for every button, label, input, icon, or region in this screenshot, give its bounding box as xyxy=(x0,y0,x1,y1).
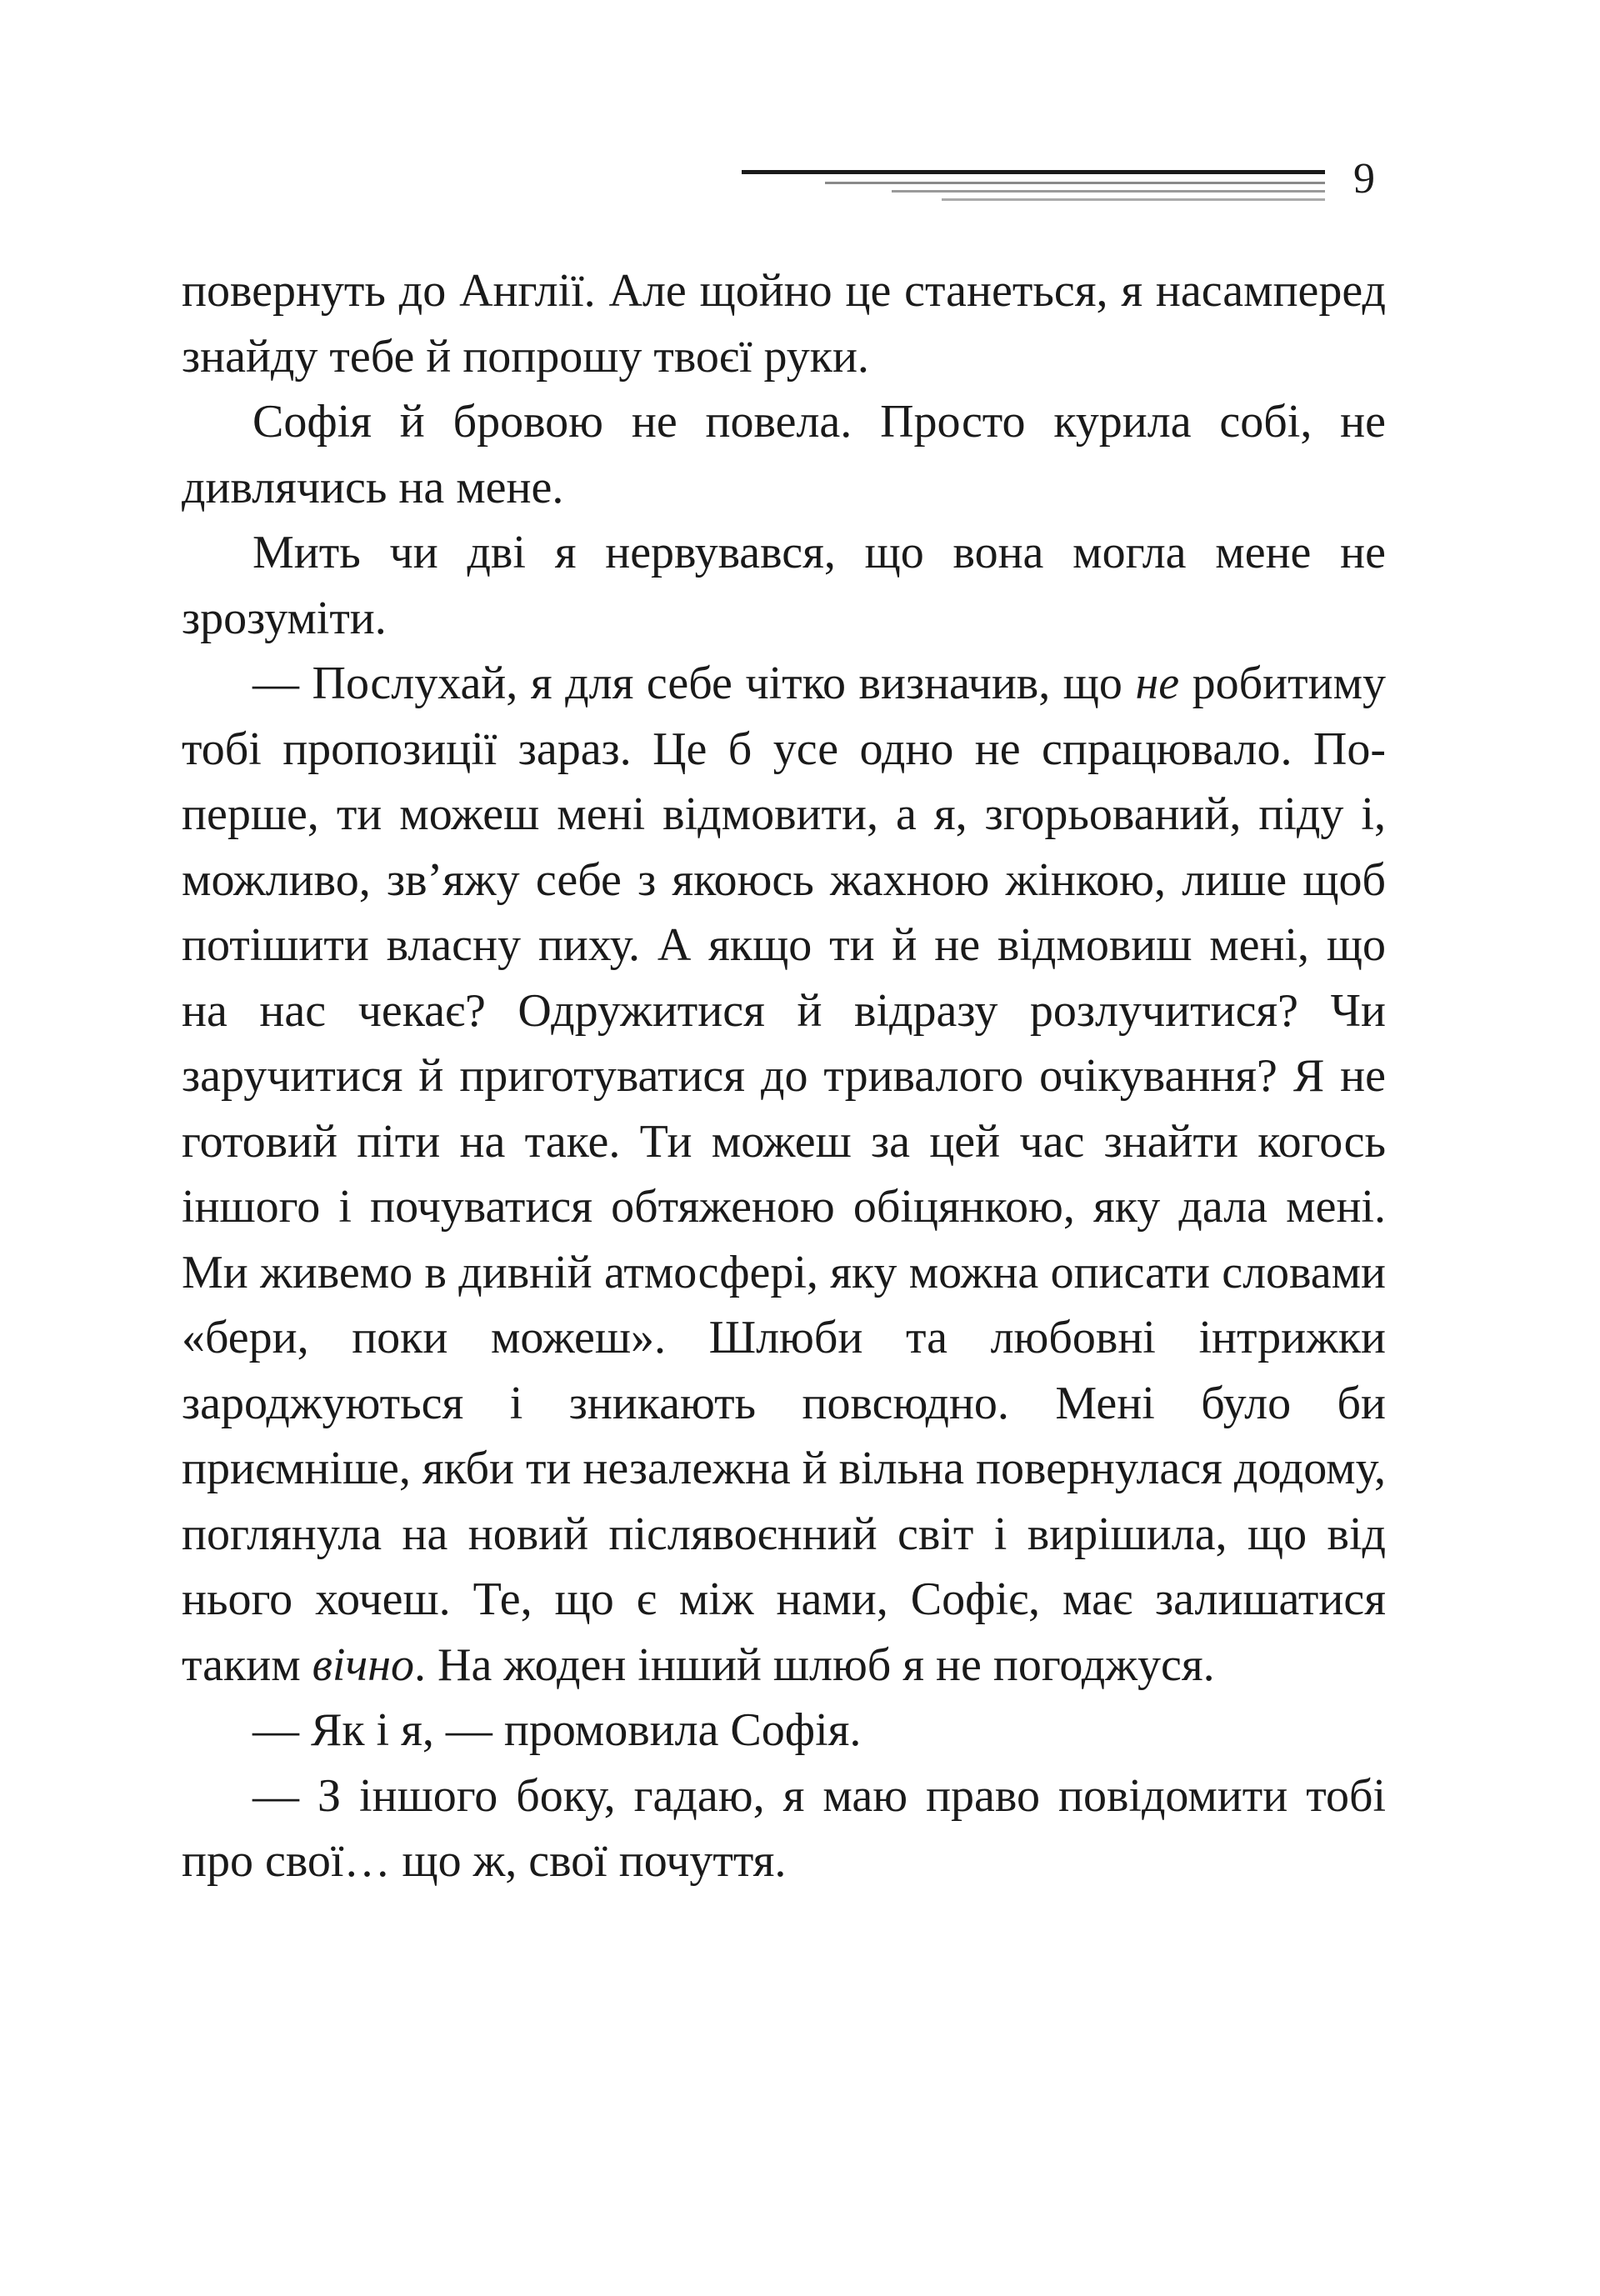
paragraph xyxy=(182,1698,1386,1763)
paragraph xyxy=(182,1763,1386,1894)
paragraph-text: — Як і я, — промовила Софія. xyxy=(252,1704,862,1756)
page-number: 9 xyxy=(1353,155,1375,203)
header-rule xyxy=(742,170,1325,174)
header-rule xyxy=(942,198,1325,201)
paragraph-text: — З іншого боку, гадаю, я маю право повідомити тобі про свої… що ж, свої почуття. xyxy=(182,1769,1386,1887)
paragraph-text: повернуть до Англії. Але щойно це станеться, я насамперед знайду тебе й попрошу твоєї руки. xyxy=(182,265,1386,383)
emphasis-text: не xyxy=(1135,658,1180,709)
header-rules xyxy=(742,170,1325,203)
running-header xyxy=(742,150,1392,208)
body-text xyxy=(182,258,1386,1894)
paragraph-text: Мить чи дві я нервувався, що вона могла мене не зрозуміти. xyxy=(182,527,1386,644)
paragraph xyxy=(182,389,1386,520)
paragraph-text: Софія й бровою не повела. Просто курила собі, не дивлячись на мене. xyxy=(182,396,1386,513)
paragraph-text: — Послухай, я для себе чітко визначив, що xyxy=(252,658,1136,709)
emphasis-text: вічно xyxy=(312,1638,414,1691)
paragraph xyxy=(182,520,1386,651)
paragraph xyxy=(182,258,1386,389)
paragraph-text: робитиму тобі пропозиції зараз. Це б усе одно не спрацювало. По-перше, ти можеш мені відмовити, а я, згорьований, піду і, можливо, зв’яжу себе з якоюсь жахною жінкою, лише щоб потішити власну пиху. А якщо ти й не відмовиш мені, що на нас чекає? Одружитися й відразу розлучитися? Чи заручитися й приготуватися до тривалого очікування? Я не готовий піти на таке. Ти можеш за цей час знайти когось іншого і почуватися обтяженою обіцянкою, яку дала мені. Ми живемо в дивній атмосфері, яку можна описати словами «бери, поки можеш». Шлюби та любовні інтрижки зароджуються і зникають повсюдно. Мені було би приємніше, якби ти незалежна й вільна повернулася додому, поглянула на новий післявоєнний світ і вирішила, що від нього хочеш. Те, що є між нами, Софіє, має залишатися таким xyxy=(182,658,1387,1691)
paragraph xyxy=(182,651,1386,1698)
paragraph-text: . На жоден інший шлюб я не погоджуся. xyxy=(414,1638,1215,1691)
header-rule xyxy=(825,182,1325,184)
header-rule xyxy=(892,190,1325,193)
